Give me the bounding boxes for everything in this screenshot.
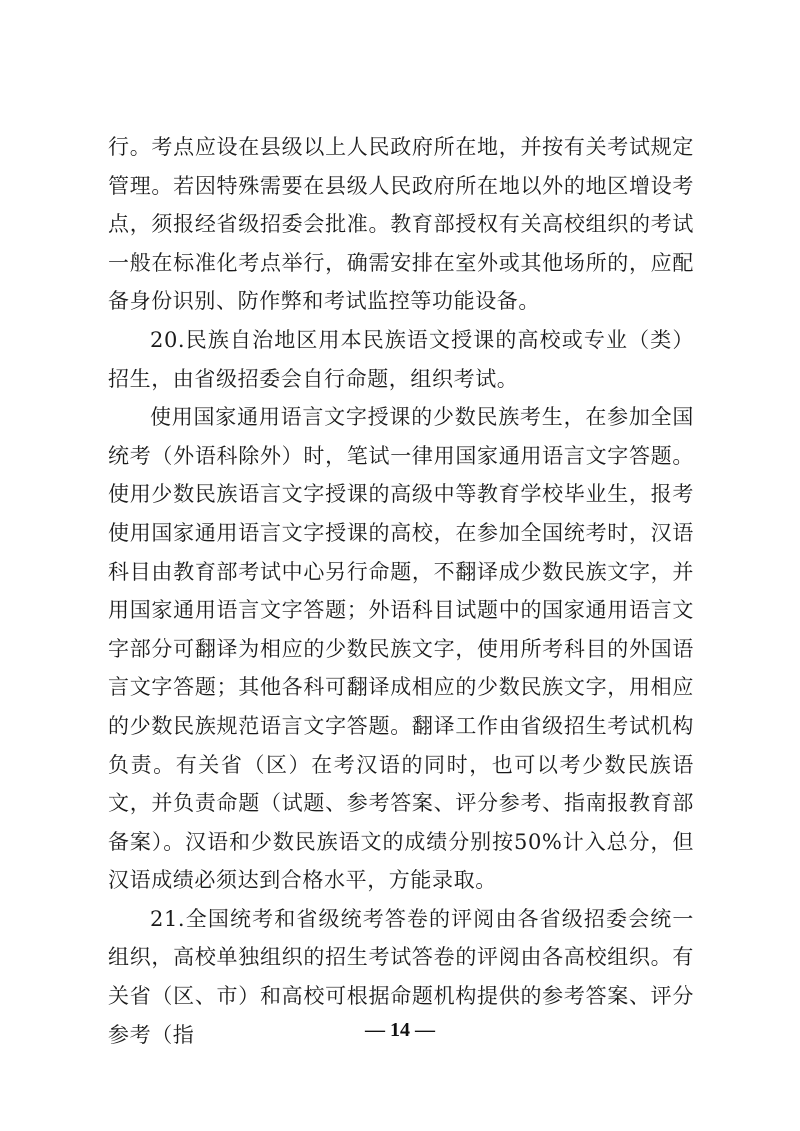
page-number: — 14 — [365,1019,435,1041]
paragraph-exam-site-continuation: 行。考点应设在县级以上人民政府所在地，并按有关考试规定管理。若因特殊需要在县级人民政府所在地以外的地区增设考点，须报经省级招委会批准。教育部授权有关高校组织的考试一般在标准化考点举行，确需安排在室外或其他场所的，应配备身份识别、防作弊和考试监控等功能设备。 [108,135,694,314]
document-body [108,128,694,1054]
paragraph-minority-language-exam: 使用国家通用语言文字授课的少数民族考生，在参加全国统考（外语科除外）时，笔试一律用国家通用语言文字答题。使用少数民族语言文字授课的高级中等教育学校毕业生，报考使用国家通用语言文字授课的高校，在参加全国统考时，汉语科目由教育部考试中心另行命题，不翻译成少数民族文字，并用国家通用语言文字答题；外语科目试题中的国家通用语言文字部分可翻译为相应的少数民族文字，使用所考科目的外国语言文字答题；其他各科可翻译成相应的少数民族文字，用相应的少数民族规范语言文字答题。翻译工作由省级招生考试机构负责。有关省（区）在考汉语的同时，也可以考少数民族语文，并负责命题（试题、参考答案、评分参考、指南报教育部备案）。汉语和少数民族语文的成绩分别按50%计入总分，但汉语成绩必须达到合格水平，方能录取。 [108,405,694,893]
paragraph-item-21: 21.全国统考和省级统考答卷的评阅由各省级招委会统一组织，高校单独组织的招生考试答卷的评阅由各高校组织。有关省（区、市）和高校可根据命题机构提供的参考答案、评分参考（指 [108,906,694,1047]
paragraph-item-20: 20.民族自治地区用本民族语文授课的高校或专业（类）招生，由省级招委会自行命题，组织考试。 [108,327,694,391]
